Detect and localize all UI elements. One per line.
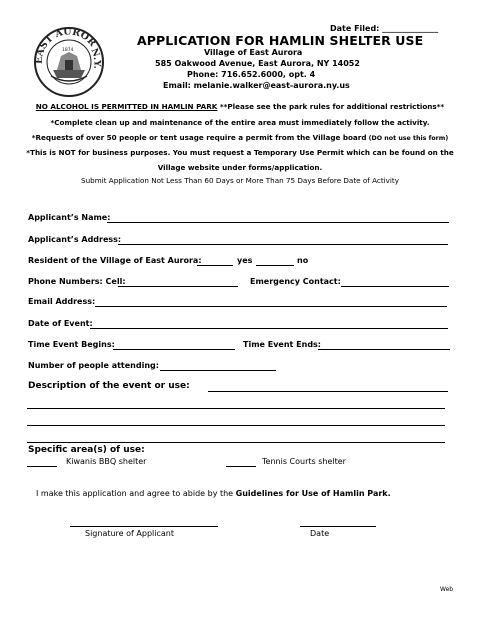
email-label: Email Address: [28,297,96,306]
cleanup-notice: *Complete clean up and maintenance of the entire area must immediately follow the activity. [50,118,430,127]
description-field-line-1[interactable] [208,391,448,392]
phone-cell-label: Phone Numbers: Cell: [28,277,126,286]
kiwanis-checkbox-line[interactable] [27,466,57,467]
event-date-field[interactable] [90,328,448,329]
resident-yes-label: yes [237,256,253,265]
people-attending-label: Number of people attending: [28,361,159,370]
signature-label: Signature of Applicant [85,529,174,538]
alcohol-notice: NO ALCOHOL IS PERMITTED IN HAMLIN PARK **Please see the park rules for additional restrictions** [35,102,445,111]
village-email: Email: melanie.walker@east-aurora.ny.us [163,81,350,90]
village-phone: Phone: 716.652.6000, opt. 4 [187,70,316,79]
svg-text:N.Y.: N.Y. [88,47,102,70]
footer-tag: Web [440,586,454,593]
resident-no-label: no [297,256,309,265]
svg-text:1874: 1874 [62,48,74,53]
applicant-name-label: Applicant’s Name: [28,213,111,222]
description-field-line-2[interactable] [27,408,445,409]
tennis-checkbox-line[interactable] [226,466,256,467]
description-field-line-4[interactable] [27,442,445,443]
signature-date-field[interactable] [300,526,376,527]
signature-date-label: Date [310,529,330,538]
time-begins-label: Time Event Begins: [28,340,115,349]
time-ends-field[interactable] [318,349,450,350]
emergency-contact-field[interactable] [341,286,449,287]
date-filed-label: Date Filed: ______________ [330,24,439,33]
time-ends-label: Time Event Ends: [243,340,322,349]
emergency-contact-label: Emergency Contact: [250,277,341,286]
tennis-option-label: Tennis Courts shelter [262,457,346,466]
village-address: 585 Oakwood Avenue, East Aurora, NY 14052 [155,59,360,68]
permit-notice: *Requests of over 50 people or tent usage require a permit from the Village board (DO not use this form) [31,133,449,142]
business-notice-2: Village website under forms/application. [157,163,323,172]
village-name: Village of East Aurora [204,48,303,57]
applicant-address-field[interactable] [118,244,448,245]
guidelines-text: Guidelines for Use of Hamlin Park. [235,489,391,498]
people-attending-field[interactable] [160,370,276,371]
applicant-name-field[interactable] [107,222,449,223]
resident-no-field[interactable] [256,265,294,266]
specific-areas-label: Specific area(s) of use: [28,445,145,455]
phone-cell-field[interactable] [118,286,238,287]
email-field[interactable] [95,306,447,307]
resident-yes-field[interactable] [197,265,233,266]
event-date-label: Date of Event: [28,319,93,328]
submit-window-notice: Submit Application Not Less Than 60 Days or More Than 75 Days Before Date of Activity [81,176,399,185]
applicant-address-label: Applicant’s Address: [28,235,122,244]
form-title: APPLICATION FOR HAMLIN SHELTER USE [137,33,424,48]
description-field-line-3[interactable] [27,425,445,426]
resident-label: Resident of the Village of East Aurora: [28,256,202,265]
time-begins-field[interactable] [113,349,235,350]
business-notice-1: *This is NOT for business purposes. You must request a Temporary Use Permit which can be found on the [26,148,454,157]
svg-text:EAST AURORA: EAST AUROR [33,26,98,65]
village-seal-logo [33,26,105,98]
signature-field[interactable] [70,526,218,527]
agreement-statement: I make this application and agree to abide by the Guidelines for Use of Hamlin Park. [36,489,391,498]
kiwanis-option-label: Kiwanis BBQ shelter [66,457,147,466]
description-label: Description of the event or use: [28,381,190,391]
